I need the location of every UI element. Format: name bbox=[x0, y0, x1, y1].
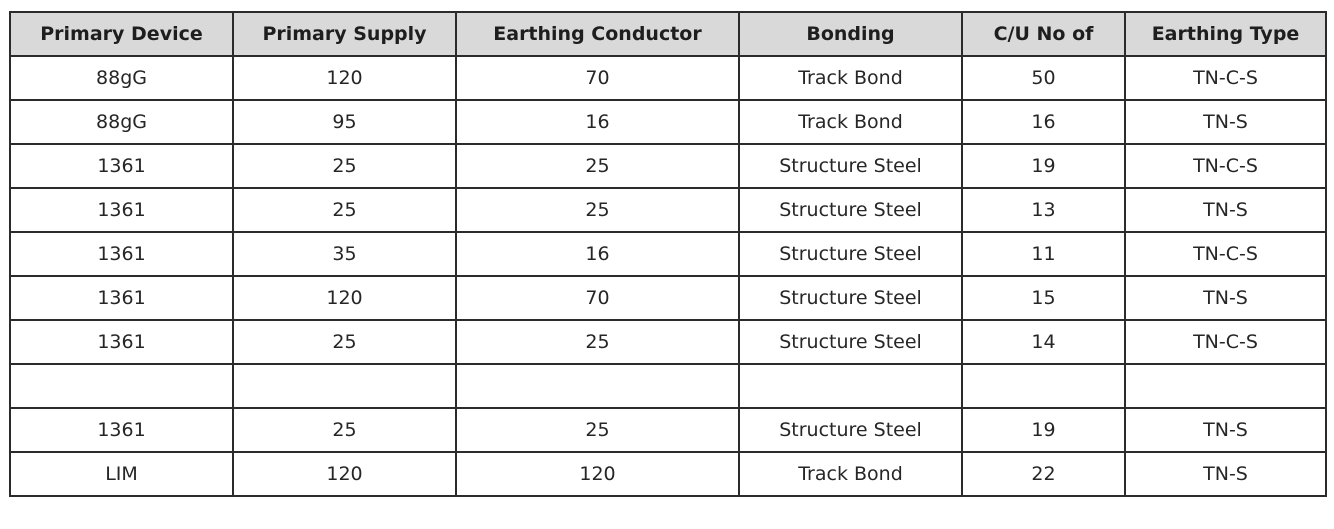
cell-cu-no-of: 19 bbox=[962, 408, 1125, 452]
header-primary-device: Primary Device bbox=[10, 12, 233, 56]
cell-cu-no-of: 14 bbox=[962, 320, 1125, 364]
cell-earthing-conductor: 70 bbox=[456, 276, 739, 320]
table-row-empty bbox=[10, 364, 1326, 408]
cell-primary-device: 88gG bbox=[10, 56, 233, 100]
cell-primary-device: 1361 bbox=[10, 408, 233, 452]
cell-bonding: Structure Steel bbox=[739, 232, 962, 276]
cell-earthing-type: TN-C-S bbox=[1125, 232, 1326, 276]
cell-earthing-type: TN-C-S bbox=[1125, 144, 1326, 188]
cell-primary-supply: 25 bbox=[233, 188, 456, 232]
cell-bonding bbox=[739, 364, 962, 408]
cell-earthing-type: TN-C-S bbox=[1125, 320, 1326, 364]
cell-primary-supply: 120 bbox=[233, 276, 456, 320]
cell-earthing-conductor: 16 bbox=[456, 232, 739, 276]
header-earthing-type: Earthing Type bbox=[1125, 12, 1326, 56]
cell-primary-device: 88gG bbox=[10, 100, 233, 144]
cell-cu-no-of: 19 bbox=[962, 144, 1125, 188]
cell-earthing-type bbox=[1125, 364, 1326, 408]
cell-bonding: Track Bond bbox=[739, 100, 962, 144]
cell-earthing-type: TN-S bbox=[1125, 188, 1326, 232]
cell-earthing-conductor: 25 bbox=[456, 408, 739, 452]
cell-bonding: Structure Steel bbox=[739, 408, 962, 452]
cell-primary-device: 1361 bbox=[10, 320, 233, 364]
table-row bbox=[10, 188, 1326, 232]
cell-earthing-type: TN-S bbox=[1125, 452, 1326, 496]
earthing-table-container bbox=[9, 11, 1327, 497]
table-row bbox=[10, 100, 1326, 144]
cell-bonding: Structure Steel bbox=[739, 144, 962, 188]
cell-primary-device: 1361 bbox=[10, 232, 233, 276]
cell-primary-supply: 95 bbox=[233, 100, 456, 144]
cell-cu-no-of: 16 bbox=[962, 100, 1125, 144]
cell-cu-no-of: 11 bbox=[962, 232, 1125, 276]
cell-primary-device: 1361 bbox=[10, 188, 233, 232]
cell-earthing-conductor: 25 bbox=[456, 144, 739, 188]
cell-primary-supply: 120 bbox=[233, 56, 456, 100]
cell-primary-supply bbox=[233, 364, 456, 408]
header-primary-supply: Primary Supply bbox=[233, 12, 456, 56]
cell-primary-supply: 25 bbox=[233, 144, 456, 188]
cell-cu-no-of bbox=[962, 364, 1125, 408]
table-header-row bbox=[10, 12, 1326, 56]
table-row bbox=[10, 144, 1326, 188]
cell-cu-no-of: 13 bbox=[962, 188, 1125, 232]
table-row bbox=[10, 320, 1326, 364]
cell-bonding: Structure Steel bbox=[739, 276, 962, 320]
cell-cu-no-of: 50 bbox=[962, 56, 1125, 100]
cell-primary-supply: 25 bbox=[233, 408, 456, 452]
table-row bbox=[10, 452, 1326, 496]
cell-earthing-type: TN-S bbox=[1125, 276, 1326, 320]
cell-earthing-type: TN-S bbox=[1125, 408, 1326, 452]
cell-primary-device: 1361 bbox=[10, 276, 233, 320]
cell-cu-no-of: 15 bbox=[962, 276, 1125, 320]
cell-primary-device: LIM bbox=[10, 452, 233, 496]
table-row bbox=[10, 276, 1326, 320]
table-row bbox=[10, 232, 1326, 276]
cell-primary-supply: 120 bbox=[233, 452, 456, 496]
cell-earthing-type: TN-C-S bbox=[1125, 56, 1326, 100]
cell-primary-supply: 25 bbox=[233, 320, 456, 364]
cell-bonding: Structure Steel bbox=[739, 320, 962, 364]
cell-primary-supply: 35 bbox=[233, 232, 456, 276]
cell-earthing-conductor: 16 bbox=[456, 100, 739, 144]
header-cu-no-of: C/U No of bbox=[962, 12, 1125, 56]
cell-bonding: Track Bond bbox=[739, 56, 962, 100]
cell-earthing-conductor bbox=[456, 364, 739, 408]
table-row bbox=[10, 408, 1326, 452]
cell-bonding: Structure Steel bbox=[739, 188, 962, 232]
cell-primary-device bbox=[10, 364, 233, 408]
cell-earthing-conductor: 70 bbox=[456, 56, 739, 100]
cell-earthing-conductor: 120 bbox=[456, 452, 739, 496]
cell-primary-device: 1361 bbox=[10, 144, 233, 188]
earthing-table bbox=[9, 11, 1327, 497]
header-earthing-conductor: Earthing Conductor bbox=[456, 12, 739, 56]
cell-earthing-conductor: 25 bbox=[456, 188, 739, 232]
table-row bbox=[10, 56, 1326, 100]
header-bonding: Bonding bbox=[739, 12, 962, 56]
cell-bonding: Track Bond bbox=[739, 452, 962, 496]
cell-earthing-type: TN-S bbox=[1125, 100, 1326, 144]
cell-cu-no-of: 22 bbox=[962, 452, 1125, 496]
cell-earthing-conductor: 25 bbox=[456, 320, 739, 364]
